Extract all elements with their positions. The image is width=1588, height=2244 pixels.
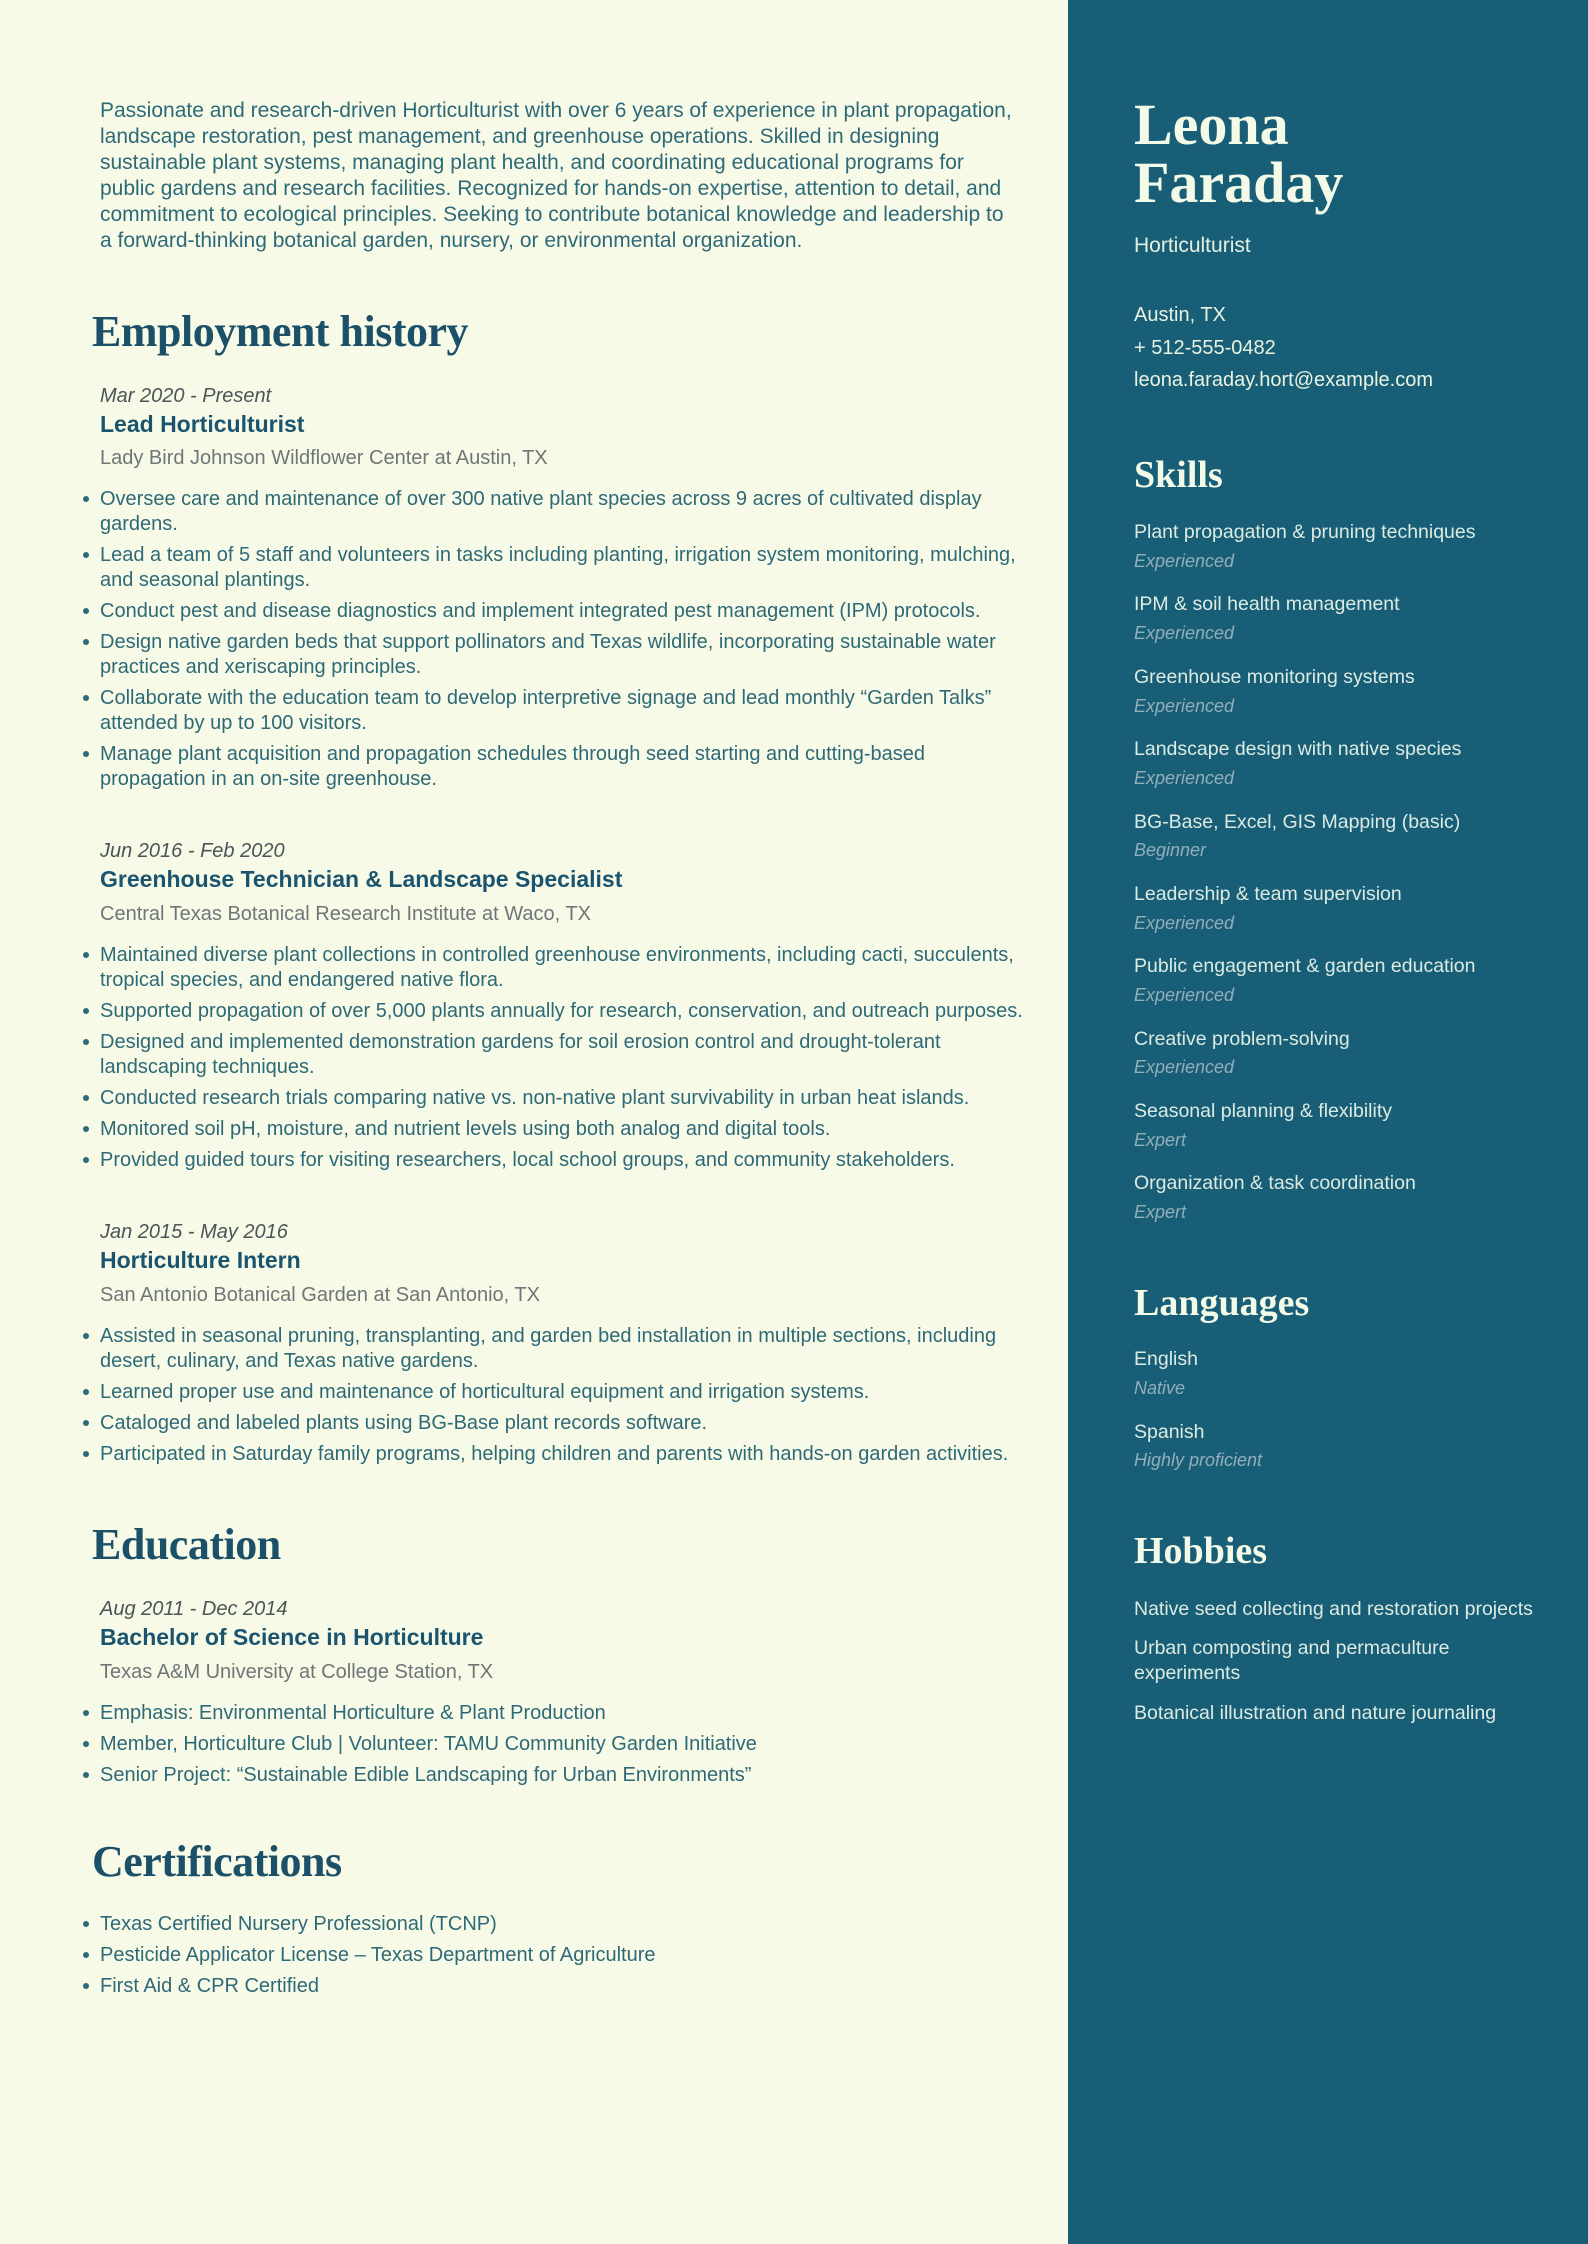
bullet-item: Assisted in seasonal pruning, transplanting, and garden bed installation in multiple sections, including desert, culinary, and Texas native gardens. — [100, 1324, 1030, 1374]
profile-summary: Passionate and research-driven Horticulturist with over 6 years of experience in plant propagation, landscape restoration, pest management, and greenhouse operations. Skilled in designing sustainable plant systems, managing plant health, and coordinating educational programs for public gardens and research facilities. Recognized for hands-on expertise, attention to detail, and commitment to ecological principles. Seeking to contribute botanical knowledge and leadership to a forward-thinking botanical garden, nursery, or environmental organization. — [100, 99, 1012, 253]
education-dates: Aug 2011 - Dec 2014 — [100, 1597, 288, 1620]
language-level: Native — [1134, 1378, 1186, 1399]
bullet-item: Conduct pest and disease diagnostics and implement integrated pest management (IPM) protocols. — [100, 599, 1030, 624]
hobby-item: Native seed collecting and restoration projects — [1134, 1597, 1533, 1620]
job-dates: Jan 2015 - May 2016 — [100, 1221, 288, 1244]
bullet-item: Texas Certified Nursery Professional (TCNP) — [100, 1912, 1030, 1937]
bullet-item: Designed and implemented demonstration gardens for soil erosion control and drought-tolerant landscaping techniques. — [100, 1030, 1030, 1080]
hobby-item: Urban composting and permaculture experiments — [1134, 1637, 1450, 1685]
language-level: Highly proficient — [1134, 1450, 1263, 1471]
skill-item — [1134, 1172, 1544, 1223]
bullet-item: Monitored soil pH, moisture, and nutrient levels using both analog and digital tools. — [100, 1117, 1030, 1142]
skill-name: IPM & soil health management — [1134, 593, 1400, 616]
skill-item — [1134, 883, 1544, 934]
language-item — [1134, 1421, 1544, 1472]
section-certifications — [92, 1836, 1035, 1999]
education-entry — [100, 1596, 1035, 1788]
education-bullet-list — [100, 1701, 1035, 1788]
skill-level: Experienced — [1134, 623, 1235, 644]
person-name — [1134, 92, 1544, 215]
job-company: San Antonio Botanical Garden at San Antonio, TX — [100, 1284, 540, 1307]
contact-phone: + 512-555-0482 — [1134, 336, 1276, 359]
skill-name: Organization & task coordination — [1134, 1172, 1416, 1195]
bullet-item: Provided guided tours for visiting researchers, local school groups, and community stakeholders. — [100, 1148, 1030, 1173]
skill-level: Experienced — [1134, 767, 1235, 788]
bullet-item: Manage plant acquisition and propagation schedules through seed starting and cutting-based propagation in an on-site greenhouse. — [100, 742, 1030, 792]
skill-name: Leadership & team supervision — [1134, 882, 1402, 905]
skill-item — [1134, 521, 1544, 572]
skill-level: Expert — [1134, 1129, 1187, 1150]
skill-level: Experienced — [1134, 985, 1235, 1006]
skills-heading: Skills — [1134, 454, 1223, 497]
skills-list — [1134, 521, 1544, 1224]
education-degree: Bachelor of Science in Horticulture — [100, 1623, 484, 1650]
skill-name: Landscape design with native species — [1134, 738, 1462, 761]
job-entry — [100, 1219, 1035, 1467]
job-company: Central Texas Botanical Research Institute at Waco, TX — [100, 903, 591, 926]
contact-location: Austin, TX — [1134, 304, 1226, 327]
job-bullet-list — [100, 943, 1035, 1173]
bullet-item: Cataloged and labeled plants using BG-Base plant records software. — [100, 1411, 1030, 1436]
certifications-list — [100, 1912, 1035, 1999]
bullet-item: Emphasis: Environmental Horticulture & Plant Production — [100, 1701, 1030, 1726]
education-heading: Education — [92, 1520, 281, 1570]
skill-item — [1134, 811, 1544, 862]
bullet-item: Lead a team of 5 staff and volunteers in tasks including planting, irrigation system monitoring, mulching, and seasonal plantings. — [100, 543, 1030, 593]
bullet-item: Collaborate with the education team to develop interpretive signage and lead monthly “Garden Talks” attended by up to 100 visitors. — [100, 686, 1030, 736]
skill-level: Experienced — [1134, 550, 1235, 571]
skill-name: Greenhouse monitoring systems — [1134, 665, 1415, 688]
job-title: Horticulture Intern — [100, 1247, 301, 1274]
section-hobbies — [1134, 1530, 1544, 1726]
languages-heading: Languages — [1134, 1281, 1310, 1324]
skill-item — [1134, 593, 1544, 644]
person-name-line1: Leona — [1134, 92, 1289, 157]
language-name: English — [1134, 1348, 1198, 1371]
skill-level: Experienced — [1134, 912, 1235, 933]
skill-name: BG-Base, Excel, GIS Mapping (basic) — [1134, 810, 1461, 833]
job-bullet-list — [100, 487, 1035, 792]
hobby-item: Botanical illustration and nature journaling — [1134, 1701, 1497, 1724]
skill-item — [1134, 666, 1544, 717]
education-school: Texas A&M University at College Station, TX — [100, 1660, 494, 1683]
skill-level: Beginner — [1134, 840, 1207, 861]
skill-item — [1134, 955, 1544, 1006]
certifications-heading: Certifications — [92, 1836, 342, 1886]
job-dates: Mar 2020 - Present — [100, 384, 272, 407]
skill-name: Public engagement & garden education — [1134, 955, 1476, 978]
job-company: Lady Bird Johnson Wildflower Center at Austin, TX — [100, 447, 548, 470]
contact-email: leona.faraday.hort@example.com — [1134, 369, 1433, 392]
section-education — [92, 1520, 1035, 1787]
person-job-title: Horticulturist — [1134, 234, 1251, 257]
skill-level: Expert — [1134, 1202, 1187, 1223]
bullet-item: Supported propagation of over 5,000 plants annually for research, conservation, and outreach purposes. — [100, 999, 1030, 1024]
skill-name: Plant propagation & pruning techniques — [1134, 521, 1476, 544]
hobbies-heading: Hobbies — [1134, 1530, 1268, 1573]
hobbies-list — [1134, 1597, 1544, 1726]
skill-level: Experienced — [1134, 695, 1235, 716]
job-title: Greenhouse Technician & Landscape Specialist — [100, 866, 623, 893]
languages-list — [1134, 1348, 1544, 1472]
bullet-item: Senior Project: “Sustainable Edible Landscaping for Urban Environments” — [100, 1763, 1030, 1788]
language-item — [1134, 1348, 1544, 1399]
sidebar — [1068, 0, 1588, 2244]
section-languages — [1134, 1282, 1544, 1472]
language-name: Spanish — [1134, 1420, 1205, 1443]
employment-heading: Employment history — [92, 307, 468, 357]
section-skills — [1134, 454, 1544, 1223]
job-entry — [100, 838, 1035, 1173]
bullet-item: Member, Horticulture Club | Volunteer: TAMU Community Garden Initiative — [100, 1732, 1030, 1757]
bullet-item: Pesticide Applicator License – Texas Department of Agriculture — [100, 1943, 1030, 1968]
bullet-item: Design native garden beds that support pollinators and Texas wildlife, incorporating sustainable water practices and xeriscaping principles. — [100, 630, 1030, 680]
person-name-line2: Faraday — [1134, 150, 1344, 215]
skill-item — [1134, 1100, 1544, 1151]
job-dates: Jun 2016 - Feb 2020 — [100, 840, 285, 863]
skill-item — [1134, 738, 1544, 789]
bullet-item: Oversee care and maintenance of over 300 native plant species across 9 acres of cultivated display gardens. — [100, 487, 1030, 537]
skill-item — [1134, 1028, 1544, 1079]
contact-block — [1134, 299, 1544, 396]
bullet-item: Maintained diverse plant collections in controlled greenhouse environments, including cacti, succulents, tropical species, and endangered native flora. — [100, 943, 1030, 993]
job-title: Lead Horticulturist — [100, 410, 305, 437]
bullet-item: Learned proper use and maintenance of horticultural equipment and irrigation systems. — [100, 1380, 1030, 1405]
skill-name: Creative problem-solving — [1134, 1027, 1350, 1050]
bullet-item: Participated in Saturday family programs, helping children and parents with hands-on garden activities. — [100, 1442, 1030, 1467]
bullet-item: Conducted research trials comparing native vs. non-native plant survivability in urban heat islands. — [100, 1086, 1030, 1111]
skill-level: Experienced — [1134, 1057, 1235, 1078]
skill-name: Seasonal planning & flexibility — [1134, 1100, 1392, 1123]
section-employment — [92, 307, 1035, 1467]
job-entry — [100, 383, 1035, 793]
bullet-item: First Aid & CPR Certified — [100, 1974, 1030, 1999]
job-bullet-list — [100, 1324, 1035, 1467]
